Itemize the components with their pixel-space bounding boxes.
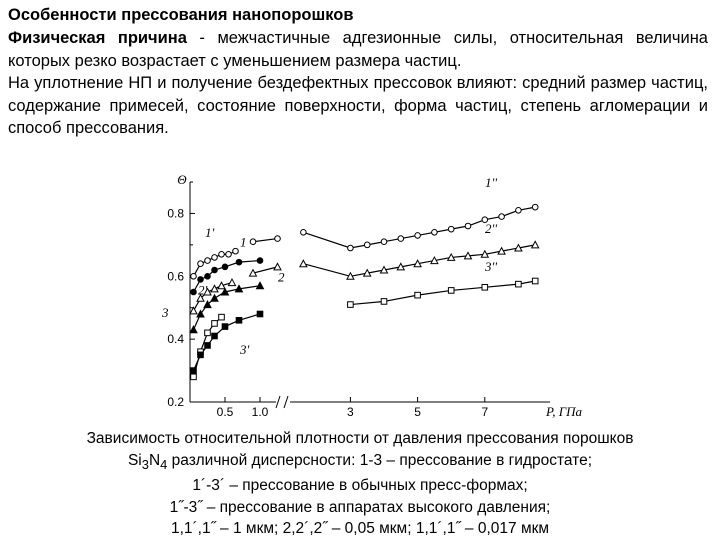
- data-point-square: [222, 324, 228, 330]
- data-point-square: [205, 330, 211, 336]
- paragraph-cause-rest: - межчастичные адгезионные силы, относительная величина которых резко возрастает с уменьшением размера частиц.: [8, 29, 708, 70]
- data-point-circle: [212, 267, 218, 273]
- paragraph-cause: [8, 27, 708, 72]
- data-point-circle: [222, 264, 228, 270]
- data-point-circle: [205, 273, 211, 279]
- data-point-circle: [499, 214, 505, 220]
- series-label: 2': [198, 282, 208, 298]
- density-pressure-figure: [150, 170, 590, 430]
- figure-caption: [0, 428, 720, 540]
- data-point-circle: [250, 239, 256, 245]
- data-point-circle: [205, 258, 211, 264]
- data-point-circle: [198, 277, 204, 283]
- data-point-square: [236, 317, 242, 323]
- data-point-circle: [432, 229, 438, 235]
- data-point-circle: [212, 255, 218, 261]
- chart-labels: [161, 175, 497, 357]
- data-point-square: [219, 314, 225, 320]
- data-point-circle: [191, 289, 197, 295]
- data-point-triangle: [211, 285, 218, 292]
- x-tick-label: 3: [347, 405, 354, 419]
- data-point-circle: [348, 245, 354, 251]
- density-pressure-chart: [150, 170, 590, 430]
- data-point-circle: [275, 236, 281, 242]
- data-point-circle: [233, 248, 239, 254]
- series-label: 3'': [485, 259, 498, 274]
- subscript: 3: [141, 456, 149, 472]
- y-tick-label: 0.4: [167, 332, 184, 347]
- data-point-square: [415, 292, 421, 298]
- data-point-triangle: [532, 241, 539, 248]
- caption-line-3: 1´-3´ – прессование в обычных пресс-формах;: [192, 477, 528, 495]
- y-tick-label: 0.2: [167, 395, 184, 409]
- data-point-circle: [516, 207, 522, 213]
- data-point-triangle: [257, 282, 264, 289]
- x-tick-label: 7: [481, 405, 489, 419]
- data-point-triangle: [229, 279, 236, 286]
- data-point-circle: [398, 236, 404, 242]
- data-point-circle: [226, 251, 232, 257]
- data-point-circle: [381, 239, 387, 245]
- data-point-square: [448, 288, 454, 294]
- caption-line-5: 1,1´,1˝ – 1 мкм; 2,2´,2˝ – 0,05 мкм; 1,1´,1˝ – 0,017 мкм: [170, 520, 550, 538]
- data-point-square: [516, 281, 522, 287]
- data-point-triangle: [300, 260, 307, 267]
- data-point-square: [482, 284, 488, 290]
- data-point-circle: [364, 242, 370, 248]
- data-point-circle: [236, 259, 242, 265]
- data-point-square: [212, 333, 218, 339]
- data-point-circle: [191, 273, 197, 279]
- data-point-circle: [532, 204, 538, 210]
- series-label: 1'': [485, 175, 498, 191]
- x-tick-label: 1.0: [251, 405, 269, 419]
- y-tick-label: 0.6: [167, 269, 184, 284]
- data-point-square: [191, 374, 197, 380]
- curve-line: [350, 281, 535, 305]
- data-point-square: [257, 311, 263, 317]
- y-axis-title: Θ: [177, 172, 187, 187]
- data-point-circle: [448, 226, 454, 232]
- series-label: 1: [240, 234, 247, 250]
- data-point-square: [205, 343, 211, 349]
- y-tick-label: 0.8: [167, 206, 184, 221]
- data-point-circle: [465, 223, 471, 229]
- caption-line-4: 1˝-3˝ – прессование в аппаратах высокого давления;: [169, 498, 551, 516]
- series-label: 1': [205, 225, 215, 241]
- series-label: 2'': [485, 220, 498, 236]
- x-axis-title: P, ГПа: [545, 404, 582, 419]
- curve-line: [303, 207, 535, 248]
- subscript: 4: [160, 456, 168, 472]
- data-point-circle: [257, 258, 263, 264]
- caption-line-1: Зависимость относительной плотности от давления прессования порошков: [86, 430, 634, 447]
- data-point-square: [348, 302, 354, 308]
- curve-line: [253, 239, 278, 242]
- data-point-triangle: [190, 326, 197, 333]
- series-label: 3: [162, 305, 169, 321]
- data-point-square: [532, 278, 538, 284]
- series-label: 3': [240, 342, 250, 357]
- data-point-circle: [219, 251, 225, 257]
- data-point-circle: [301, 229, 307, 235]
- x-tick-label: 5: [414, 405, 421, 419]
- data-point-circle: [415, 233, 421, 239]
- data-point-square: [212, 321, 218, 327]
- slide-title: Особенности прессования нанопорошков: [8, 6, 354, 24]
- data-point-circle: [198, 261, 204, 267]
- x-axis-break-mark: [276, 396, 288, 408]
- data-point-triangle: [211, 295, 218, 302]
- caption-line-2: $Si_3N_4$ различной дисперсности: 1-3 – прессование в гидростате;: [127, 451, 593, 472]
- paragraph-factors: На уплотнение НП и получение бездефектных прессовок влияют: средний размер частиц, содержание примесей, состояние поверхности, форма частиц, степень агломерации и способ прессования.: [8, 74, 708, 137]
- paragraph-cause-lead: Физическая причина: [8, 29, 187, 47]
- data-point-square: [381, 299, 387, 305]
- data-point-square: [191, 368, 197, 374]
- x-tick-label: 0.5: [216, 405, 234, 419]
- text-block: [8, 27, 708, 140]
- data-point-triangle: [190, 307, 197, 314]
- series-label: 2: [278, 269, 285, 285]
- data-point-square: [198, 352, 204, 358]
